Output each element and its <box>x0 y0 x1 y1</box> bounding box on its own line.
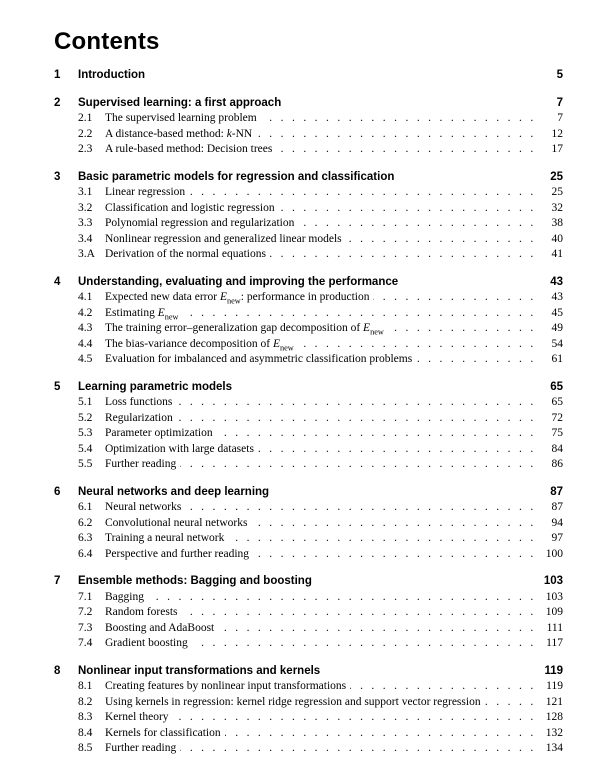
toc-section-entry <box>54 127 563 143</box>
toc-section-entry <box>54 411 563 427</box>
dot-leader <box>180 457 536 473</box>
chapter-title: Supervised learning: a first approach <box>78 96 282 109</box>
section-page-number: 72 <box>551 411 563 424</box>
chapter-number: 4 <box>54 275 61 288</box>
section-title: The supervised learning problem <box>105 112 257 124</box>
toc-section-entry <box>54 741 563 757</box>
chapter-page-number: 65 <box>550 380 563 393</box>
section-number: 5.3 <box>78 427 93 439</box>
section-title: Neural networks <box>105 501 182 513</box>
chapter-page-number: 5 <box>556 69 563 81</box>
section-title: Perspective and further reading <box>105 547 250 560</box>
section-title: Random forests <box>105 606 178 618</box>
section-number: 6.2 <box>78 516 93 529</box>
chapter-title: Nonlinear input transformations and kernels <box>78 664 321 677</box>
chapter-title: Understanding, evaluating and improving the performance <box>78 275 399 288</box>
section-number: 3.3 <box>78 217 93 229</box>
section-number: 5.2 <box>78 411 93 424</box>
chapter-page-number: 7 <box>556 96 563 109</box>
chapter-title: Neural networks and deep learning <box>78 485 270 498</box>
section-page-number: 17 <box>551 143 563 155</box>
toc-section-entry <box>54 306 563 322</box>
section-number: 3.1 <box>78 186 93 198</box>
chapter-number: 5 <box>54 380 61 393</box>
section-title: Gradient boosting <box>105 637 188 649</box>
section-number: 5.1 <box>78 396 93 408</box>
toc-section-entry <box>54 590 563 606</box>
chapter-title: Introduction <box>78 69 146 81</box>
section-title: Further reading <box>105 458 177 470</box>
chapter-number: 8 <box>54 664 61 677</box>
section-page-number: 75 <box>551 427 563 439</box>
section-page-number: 25 <box>551 186 563 198</box>
section-number: 2.2 <box>78 127 93 140</box>
section-title: Derivation of the normal equations <box>105 248 266 260</box>
dot-leader <box>416 352 536 368</box>
section-title: Bagging <box>105 590 144 603</box>
dot-leader <box>298 216 536 232</box>
dot-leader <box>279 201 536 217</box>
section-number: 2.3 <box>78 143 93 155</box>
dot-leader <box>218 621 536 637</box>
toc-chapter-entry <box>54 170 563 186</box>
section-title: A rule-based method: Decision trees <box>105 143 273 155</box>
toc-chapter-entry <box>54 96 563 112</box>
dot-leader <box>180 741 536 757</box>
section-title: Parameter optimization <box>105 427 213 439</box>
section-page-number: 94 <box>551 516 563 529</box>
dot-leader <box>276 142 536 158</box>
section-title: Boosting and AdaBoost <box>105 621 215 634</box>
section-number: 6.4 <box>78 547 93 560</box>
section-page-number: 109 <box>545 606 563 618</box>
section-page-number: 117 <box>546 637 563 649</box>
section-number: 8.4 <box>78 726 93 739</box>
section-title: A distance-based method: k-NN <box>105 127 253 140</box>
chapter-page-number: 25 <box>550 170 563 183</box>
toc-section-entry <box>54 142 563 158</box>
dot-leader <box>176 395 536 411</box>
dot-leader <box>225 726 536 742</box>
section-title: The training error–generalization gap decomposition of $E_{new}$ <box>105 322 384 337</box>
toc-section-entry <box>54 321 563 337</box>
dot-leader <box>350 679 536 695</box>
toc-section-entry <box>54 442 563 458</box>
dot-leader <box>261 111 536 127</box>
chapter-number: 1 <box>54 69 61 81</box>
section-page-number: 111 <box>546 621 563 634</box>
dot-leader <box>185 500 536 516</box>
chapter-page-number: 119 <box>544 664 563 677</box>
section-number: 7.4 <box>78 637 93 649</box>
toc-section-entry <box>54 232 563 248</box>
toc-chapter-entry <box>54 68 563 84</box>
dot-leader <box>148 590 536 606</box>
section-title: Kernel theory <box>105 711 169 723</box>
dot-leader <box>388 321 536 337</box>
section-number: 4.1 <box>78 291 93 303</box>
toc-section-entry <box>54 111 563 127</box>
toc-chapter-entry <box>54 485 563 501</box>
toc-section-entry <box>54 185 563 201</box>
section-number: 8.2 <box>78 695 93 708</box>
dot-leader <box>182 605 536 621</box>
section-page-number: 87 <box>551 501 563 513</box>
toc-section-entry <box>54 695 563 711</box>
section-title: Loss functions <box>105 396 173 408</box>
dot-leader <box>298 337 536 353</box>
dot-leader <box>373 290 536 306</box>
section-title: Linear regression <box>105 186 186 198</box>
section-page-number: 84 <box>551 442 563 455</box>
toc-section-entry <box>54 426 563 442</box>
toc-section-entry <box>54 679 563 695</box>
section-number: 8.1 <box>78 680 93 692</box>
section-number: 8.3 <box>78 711 93 723</box>
section-title: Regularization <box>105 411 173 424</box>
section-number: 8.5 <box>78 742 93 754</box>
chapter-number: 2 <box>54 96 61 109</box>
section-number: 3.A <box>78 248 95 260</box>
chapter-title: Learning parametric models <box>78 380 233 393</box>
toc-chapter-entry <box>54 574 563 590</box>
toc-section-entry <box>54 531 563 547</box>
section-page-number: 38 <box>551 217 563 229</box>
toc-section-entry <box>54 352 563 368</box>
section-title: Using kernels in regression: kernel ridge regression and support vector regression <box>105 695 481 708</box>
section-title: The bias-variance decomposition of $E_{new}$ <box>105 337 294 352</box>
section-page-number: 65 <box>551 396 563 408</box>
dot-leader <box>253 547 536 563</box>
toc-section-entry <box>54 605 563 621</box>
section-page-number: 7 <box>557 112 563 124</box>
section-title: Convolutional neural networks <box>105 516 248 529</box>
section-number: 7.1 <box>78 590 93 603</box>
section-page-number: 32 <box>551 201 563 214</box>
section-page-number: 100 <box>545 547 563 560</box>
chapter-number: 6 <box>54 485 61 498</box>
dot-leader <box>192 636 536 652</box>
section-number: 4.4 <box>78 337 93 350</box>
section-page-number: 97 <box>551 532 563 544</box>
dot-leader <box>173 710 536 726</box>
dot-leader <box>485 695 536 711</box>
dot-leader <box>256 127 536 143</box>
dot-leader <box>270 247 536 263</box>
dot-leader <box>258 442 536 458</box>
chapter-number: 3 <box>54 170 61 183</box>
section-page-number: 40 <box>551 232 563 245</box>
dot-leader <box>183 306 536 322</box>
section-page-number: 41 <box>551 248 563 260</box>
section-number: 6.3 <box>78 532 93 544</box>
toc-section-entry <box>54 337 563 353</box>
toc-section-entry <box>54 395 563 411</box>
section-number: 3.2 <box>78 201 93 214</box>
toc-section-entry <box>54 216 563 232</box>
page-title: Contents <box>54 28 160 55</box>
section-number: 5.5 <box>78 458 93 470</box>
section-number: 4.5 <box>78 353 93 365</box>
section-title: Further reading <box>105 742 177 754</box>
section-title: Estimating $E_{new}$ <box>105 306 179 321</box>
section-page-number: 132 <box>545 726 563 739</box>
section-title: Optimization with large datasets <box>105 442 254 455</box>
section-number: 7.2 <box>78 606 93 618</box>
dot-leader <box>189 185 536 201</box>
toc-section-entry <box>54 201 563 217</box>
section-page-number: 134 <box>545 742 563 754</box>
toc-section-entry <box>54 726 563 742</box>
section-page-number: 12 <box>551 127 563 140</box>
dot-leader <box>217 426 536 442</box>
chapter-title: Basic parametric models for regression and classification <box>78 170 395 183</box>
section-page-number: 54 <box>551 337 563 350</box>
toc-section-entry <box>54 636 563 652</box>
section-title: Classification and logistic regression <box>105 201 275 214</box>
chapter-page-number: 103 <box>543 575 563 587</box>
toc-section-entry <box>54 290 563 306</box>
chapter-number: 7 <box>54 575 61 587</box>
section-page-number: 49 <box>551 322 563 334</box>
section-title: Polynomial regression and regularization <box>105 217 295 229</box>
section-page-number: 61 <box>551 353 563 365</box>
section-title: Training a neural network <box>105 532 225 544</box>
section-page-number: 86 <box>551 458 563 470</box>
toc-chapter-entry <box>54 664 563 680</box>
section-title: Evaluation for imbalanced and asymmetric classification problems <box>105 353 413 365</box>
section-number: 2.1 <box>78 112 93 124</box>
toc-section-entry <box>54 500 563 516</box>
chapter-page-number: 43 <box>550 275 563 288</box>
section-number: 6.1 <box>78 501 93 513</box>
section-page-number: 43 <box>551 291 563 303</box>
chapter-title: Ensemble methods: Bagging and boosting <box>78 575 312 587</box>
dot-leader <box>228 531 536 547</box>
dot-leader <box>251 516 536 532</box>
section-title: Kernels for classification <box>105 726 221 739</box>
section-title: Nonlinear regression and generalized linear models <box>105 232 342 245</box>
toc-section-entry <box>54 247 563 263</box>
section-page-number: 103 <box>545 590 563 603</box>
section-title: Expected new data error $E_{new}$: performance in production <box>105 291 370 306</box>
toc-section-entry <box>54 710 563 726</box>
toc-section-entry <box>54 621 563 637</box>
section-number: 3.4 <box>78 232 93 245</box>
chapter-page-number: 87 <box>550 485 563 498</box>
section-page-number: 45 <box>551 306 563 319</box>
section-number: 4.3 <box>78 322 93 334</box>
section-number: 4.2 <box>78 306 93 319</box>
toc-section-entry <box>54 457 563 473</box>
dot-leader <box>177 411 536 427</box>
toc-section-entry <box>54 516 563 532</box>
table-of-contents <box>54 68 563 757</box>
toc-chapter-entry <box>54 275 563 291</box>
section-number: 7.3 <box>78 621 93 634</box>
toc-section-entry <box>54 547 563 563</box>
section-title: Creating features by nonlinear input transformations <box>105 680 347 692</box>
section-page-number: 119 <box>546 680 563 692</box>
dot-leader <box>346 232 536 248</box>
section-number: 5.4 <box>78 442 93 455</box>
section-page-number: 128 <box>545 711 563 723</box>
section-page-number: 121 <box>545 695 563 708</box>
toc-chapter-entry <box>54 380 563 396</box>
